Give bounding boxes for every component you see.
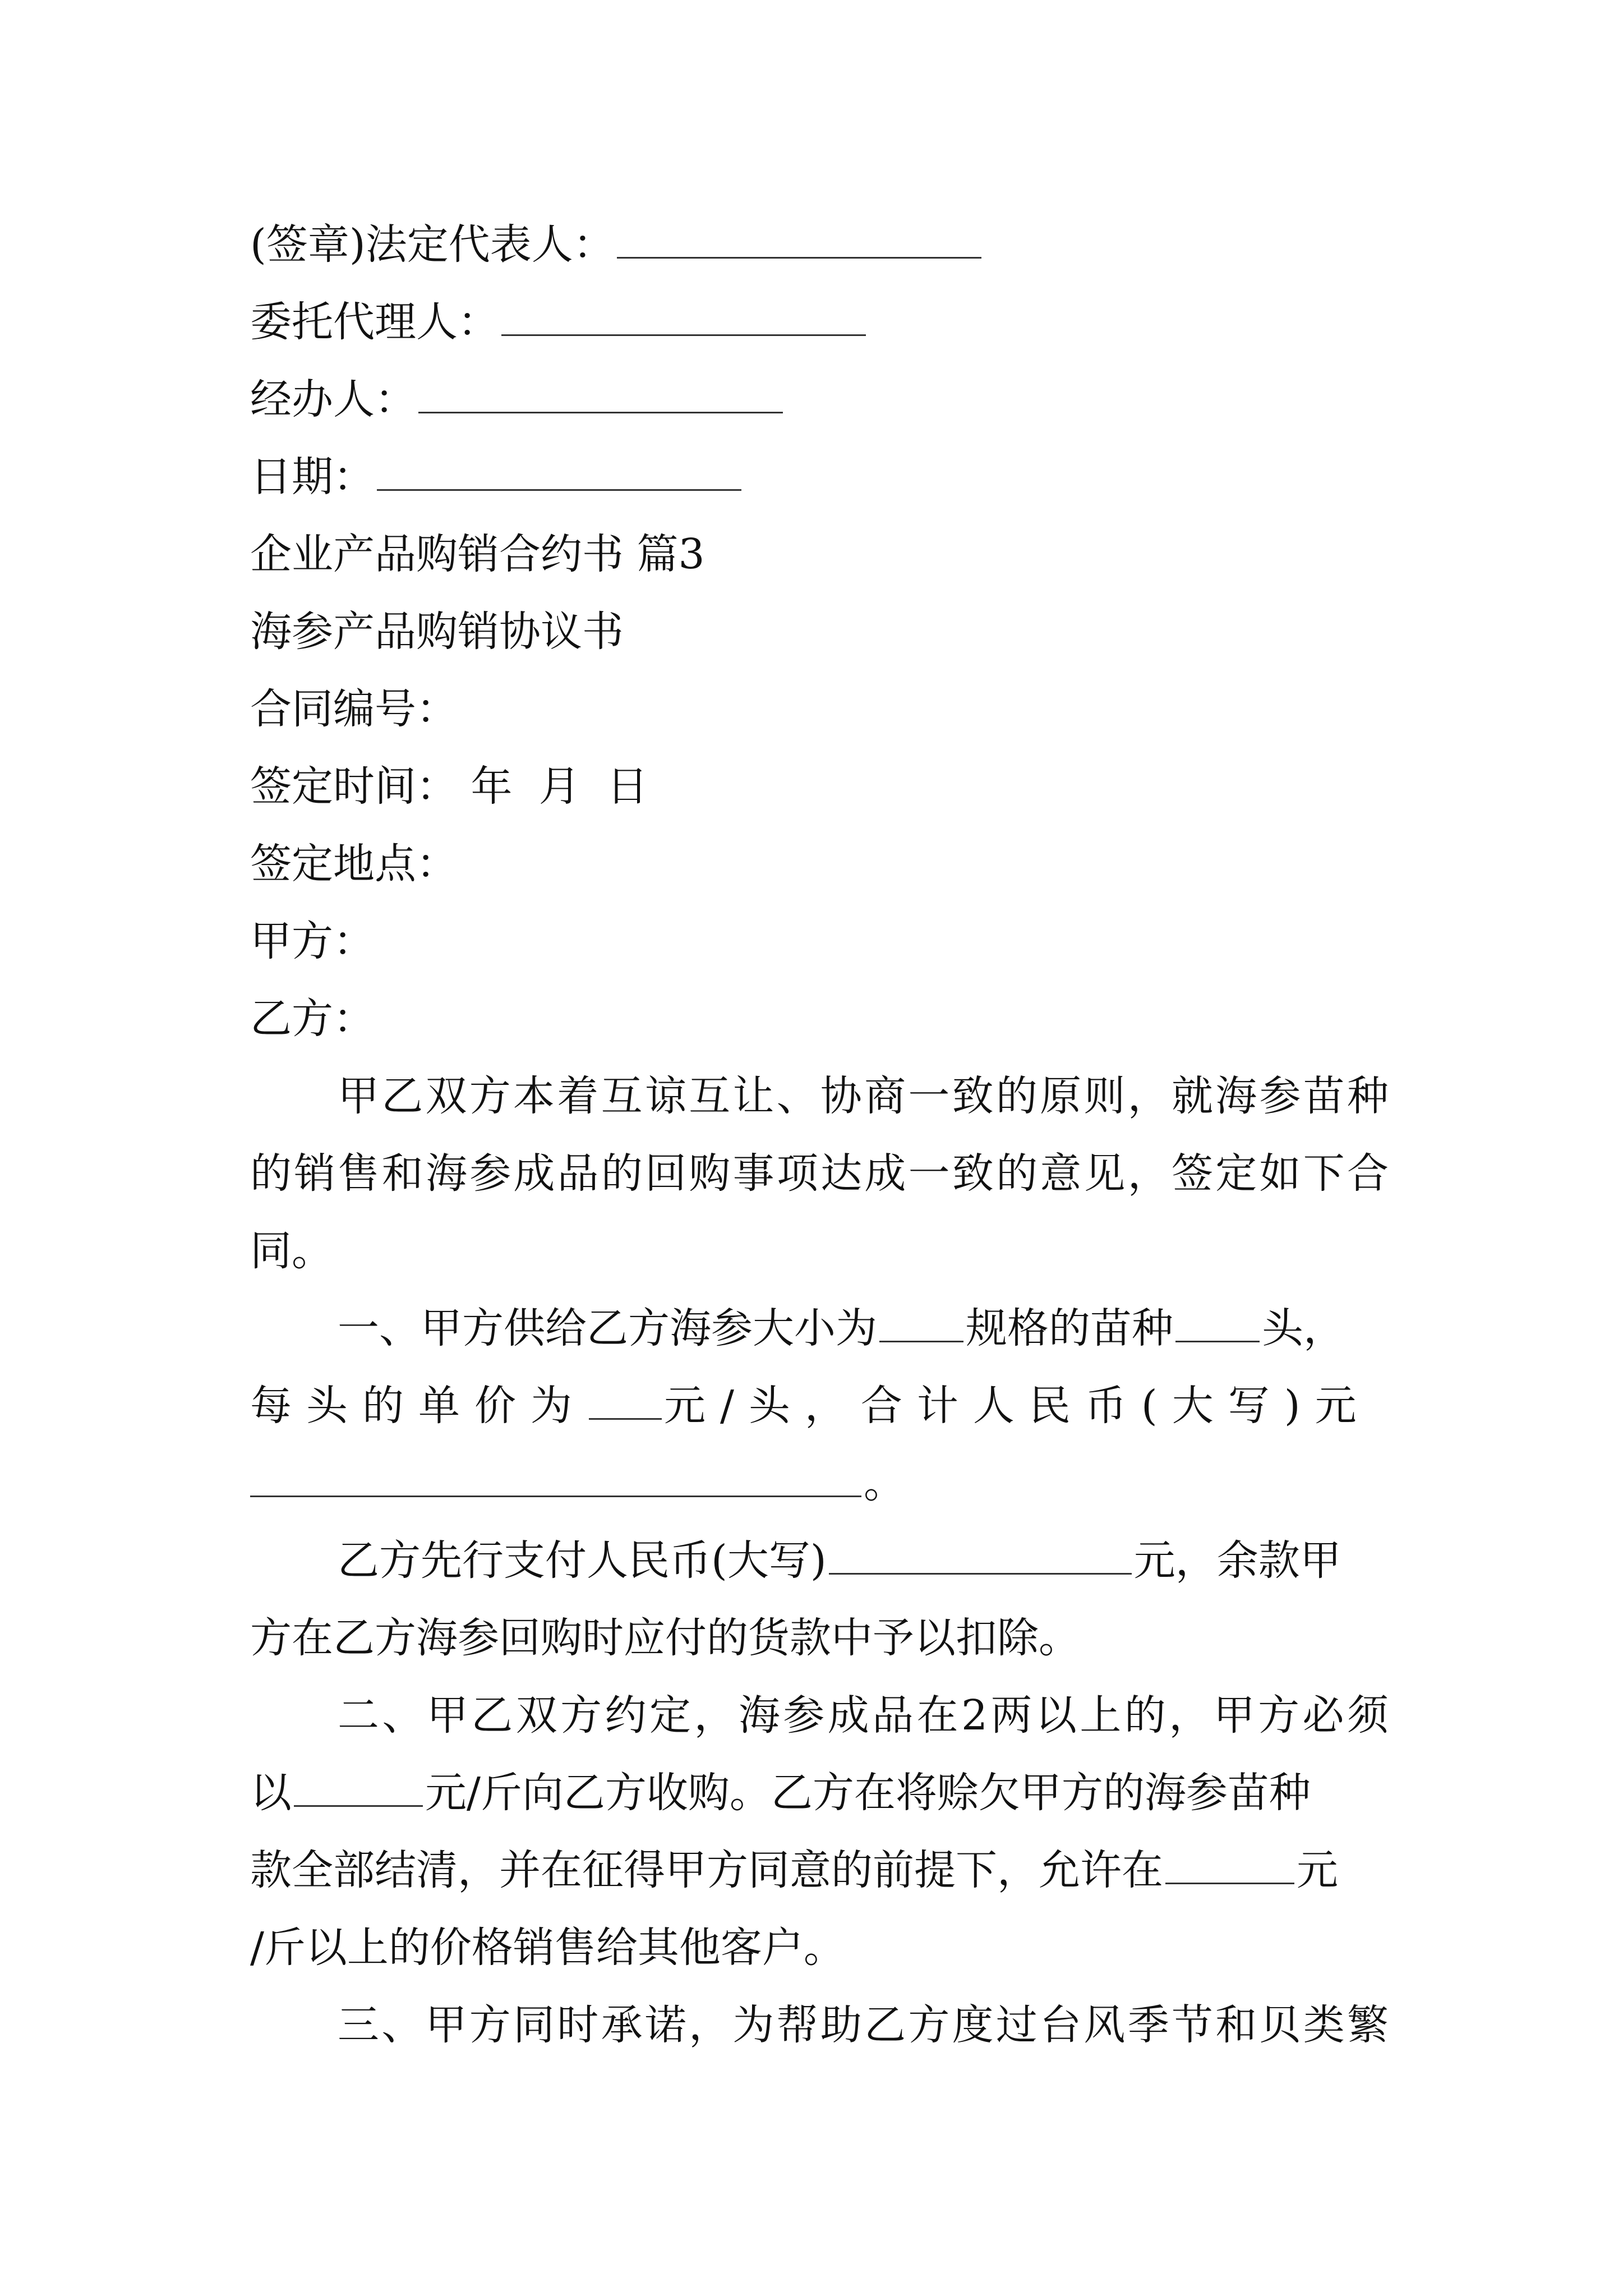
clause-1-line-2 — [250, 1378, 1389, 1434]
sign-time-line — [250, 758, 1389, 815]
contract-title: 海参产品购销协议书 — [250, 608, 624, 656]
legal-rep-blank — [617, 218, 981, 259]
clause-2-text-a: 以 — [250, 1769, 292, 1817]
clause-1-text-c: 头， — [1262, 1304, 1345, 1352]
clause-1-line-3 — [250, 1455, 1389, 1511]
clause-1-text-a: 一、甲方供给乙方海参大小为 — [338, 1304, 877, 1352]
clause-3-line-1: 三、甲方同时承诺，为帮助乙方度过台风季节和贝类繁 — [338, 2001, 1389, 2049]
clause-2-text-c: 款全部结清，并在征得甲方同意的前提下，允许在 — [250, 1846, 1163, 1894]
purchase-price-blank — [294, 1766, 423, 1807]
clause-1-text-b: 规格的苗种 — [966, 1304, 1173, 1352]
legal-rep-label: (签章)法定代表人： — [250, 220, 615, 269]
intro-line-2: 的销售和海参成品的回购事项达成一致的意见，签定如下合 — [250, 1149, 1389, 1198]
unit-price-blank — [589, 1379, 662, 1420]
handler-blank — [418, 372, 783, 413]
clause-2-line-1: 二、甲乙双方约定，海参成品在2两以上的，甲方必须 — [338, 1691, 1389, 1740]
clause-2-text-b: 元/斤向乙方收购。乙方在将赊欠甲方的海参苗种 — [425, 1769, 1311, 1817]
clause-1-text-d: 每头的单价为 — [250, 1382, 587, 1430]
clause-1-text-e: 元/头，合计人民币(大写)元 — [664, 1382, 1371, 1430]
agent-blank — [501, 295, 866, 336]
intro-line-1: 甲乙双方本着互谅互让、协商一致的原则，就海参苗种 — [338, 1072, 1389, 1120]
handler-line — [250, 371, 1389, 427]
clause-1-text-f: 。 — [864, 1459, 905, 1507]
agent-label: 委托代理人： — [250, 298, 499, 346]
sign-time-ymd: 年 月 日 — [458, 762, 648, 811]
date-line — [250, 449, 1389, 505]
agent-line — [250, 294, 1389, 350]
party-a-field: 甲方： — [250, 917, 375, 965]
section-heading: 企业产品购销合约书 篇3 — [250, 530, 705, 578]
prepay-amount-blank — [829, 1534, 1132, 1575]
prepay-line-1 — [338, 1533, 1389, 1589]
contract-no-field: 合同编号： — [250, 685, 458, 733]
sign-time-label: 签定时间： — [250, 762, 458, 811]
head-count-blank — [1175, 1301, 1260, 1342]
intro-line-3: 同。 — [250, 1227, 333, 1275]
spec-blank — [879, 1301, 963, 1342]
date-blank — [377, 450, 741, 491]
prepay-line-2: 方在乙方海参回购时应付的货款中予以扣除。 — [250, 1614, 1080, 1662]
clause-2-text-d: 元 — [1297, 1846, 1338, 1894]
clause-2-line-3 — [250, 1842, 1389, 1898]
prepay-text-b: 元，余款甲 — [1133, 1536, 1341, 1585]
clause-1-line-1 — [338, 1300, 1389, 1356]
total-amount-blank — [250, 1456, 861, 1497]
date-label: 日期： — [250, 453, 375, 501]
clause-2-line-4: /斤以上的价格销售给其他客户。 — [250, 1924, 845, 1972]
prepay-text-a: 乙方先行支付人民币(大写) — [338, 1536, 827, 1585]
party-b-field: 乙方： — [250, 995, 375, 1043]
resale-price-blank — [1165, 1843, 1294, 1884]
legal-rep-line — [250, 217, 1389, 273]
clause-2-line-2 — [250, 1765, 1389, 1821]
handler-label: 经办人： — [250, 375, 416, 424]
sign-place-field: 签定地点： — [250, 840, 458, 888]
